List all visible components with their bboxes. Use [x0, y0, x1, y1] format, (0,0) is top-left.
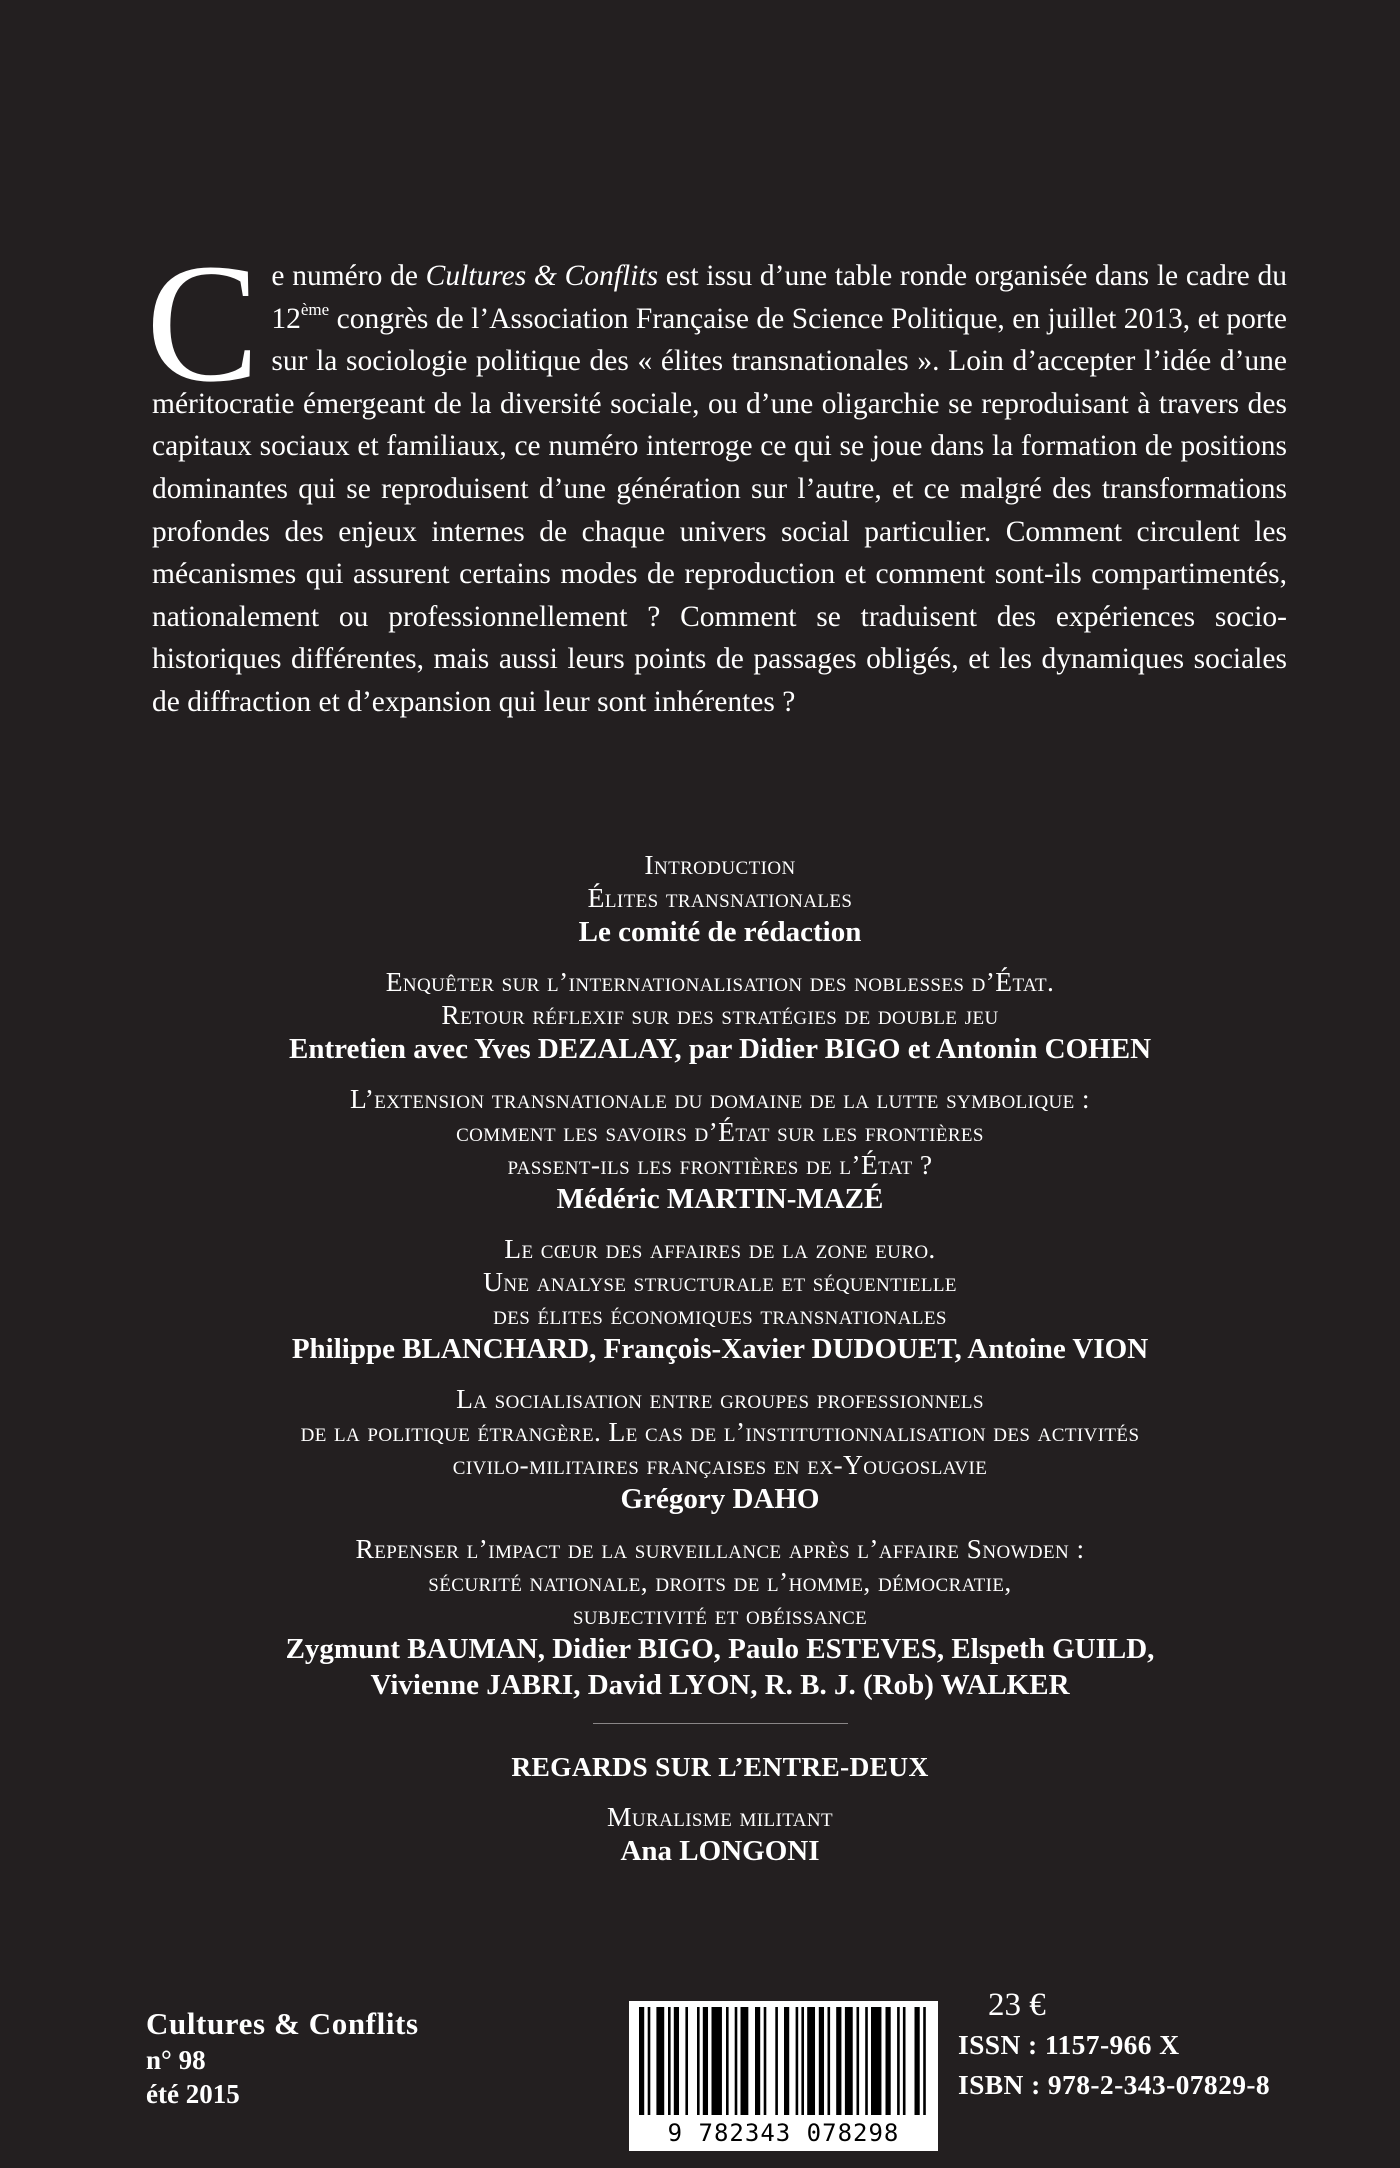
barcode-bar: [703, 2007, 708, 2115]
barcode-bar: [764, 2007, 767, 2115]
toc-line: Muralisme militant: [607, 1801, 833, 1832]
barcode-bar: [726, 2007, 729, 2115]
barcode-bar: [857, 2007, 860, 2115]
toc-author: Médéric MARTIN-MAZÉ: [556, 1183, 884, 1215]
barcode-bar: [886, 2007, 891, 2115]
barcode-bar: [775, 2007, 778, 2115]
toc-line: La socialisation entre groupes professionnels: [456, 1383, 984, 1414]
toc-line: Introduction: [644, 849, 796, 880]
barcode-bars: [629, 2001, 938, 2119]
barcode-bar: [648, 2007, 651, 2115]
barcode-bar: [755, 2007, 760, 2115]
barcode-digits: 9 782343 078298: [667, 2119, 900, 2147]
barcode-bar: [915, 2007, 920, 2115]
toc-line: comment les savoirs d’État sur les frontières: [456, 1116, 984, 1147]
journal-season: été 2015: [146, 2079, 240, 2109]
toc-line: subjectivité et obéissance: [572, 1599, 868, 1630]
section-title: REGARDS SUR L’ENTRE-DEUX: [511, 1751, 929, 1782]
barcode-bar: [865, 2007, 868, 2115]
toc-line: Le cœur des affaires de la zone euro.: [504, 1233, 936, 1264]
isbn: ISBN : 978-2-343-07829-8: [958, 2069, 1271, 2100]
barcode-bar: [836, 2007, 841, 2115]
drop-cap: C: [146, 229, 260, 417]
intro-text-2: est issu d’une table ronde organisée dans le cadre du 12: [271, 260, 1287, 335]
price-and-codes: [958, 1985, 1358, 2105]
toc-line: Retour réflexif sur des stratégies de double jeu: [441, 999, 999, 1030]
toc-line: Une analyse structurale et séquentielle: [483, 1266, 957, 1297]
journal-info: [146, 2005, 466, 2111]
toc-entry-martin-maze: [100, 1082, 1340, 1217]
toc-author: Grégory DAHO: [620, 1483, 820, 1515]
toc-line: des élites économiques transnationales: [493, 1299, 947, 1330]
barcode-bar: [674, 2007, 679, 2115]
barcode-bar: [741, 2007, 749, 2115]
price: 23 €: [988, 1987, 1046, 2023]
toc-entry-introduction: [100, 848, 1340, 950]
barcode-bar: [639, 2007, 644, 2115]
barcode: [629, 2001, 938, 2151]
toc-line: Enquêter sur l’internationalisation des noblesses d’État.: [385, 966, 1055, 997]
toc-line: passent-ils les frontières de l’État ?: [507, 1149, 933, 1180]
intro-text-3: congrès de l’Association Française de Science Politique, en juillet 2013, et porte sur la sociologie politique des « élites transnationales ». Loin d’accepter l’idée d’une méritocratie émergeant de la diversité sociale, ou d’une oligarchie se reproduisant à travers des capitaux sociaux et familiaux, ce numéro interroge ce qui se joue dans la formation de positions dominantes qui se reproduisent d’une génération sur l’autre, et ce malgré des transformations profondes des enjeux internes de chaque univers social particulier. Comment circulent les mécanismes qui assurent certains modes de reproduction et comment sont-ils compartimentés, nationalement ou professionnellement ? Comment se traduisent des expériences socio-historiques différentes, mais aussi leurs points de passages obligés, et les dynamiques sociales de diffraction et d’expansion qui leur sont inhérentes ?: [152, 302, 1287, 718]
journal-name-italic: Cultures & Conflits: [425, 260, 659, 292]
toc-line: Repenser l’impact de la surveillance après l’affaire Snowden :: [355, 1533, 1085, 1564]
toc-line: civilo-militaires françaises en ex-Yougoslavie: [452, 1449, 988, 1480]
barcode-bar: [845, 2007, 853, 2115]
divider: [593, 1723, 848, 1724]
barcode-bar: [897, 2007, 900, 2115]
barcode-bar: [735, 2007, 738, 2115]
toc-author: Le comité de rédaction: [578, 916, 862, 948]
intro-text-1: e numéro de: [271, 260, 426, 292]
issn: ISSN : 1157-966 X: [958, 2029, 1180, 2060]
barcode-bar: [796, 2007, 799, 2115]
toc-line: sécurité nationale, droits de l’homme, démocratie,: [428, 1566, 1012, 1597]
toc-author: Philippe BLANCHARD, François-Xavier DUDOUET, Antoine VION: [291, 1333, 1149, 1365]
toc-author: Zygmunt BAUMAN, Didier BIGO, Paulo ESTEVES, Elspeth GUILD,: [285, 1633, 1155, 1665]
barcode-bar: [697, 2007, 700, 2115]
barcode-bar: [712, 2007, 722, 2115]
toc-entry-daho: [100, 1382, 1340, 1517]
barcode-bar: [801, 2007, 804, 2115]
toc-line: L’extension transnationale du domaine de la lutte symbolique :: [350, 1083, 1090, 1114]
toc-entry-blanchard: [100, 1232, 1340, 1367]
barcode-bar: [784, 2007, 789, 2115]
toc-author: Entretien avec Yves DEZALAY, par Didier BIGO et Antonin COHEN: [288, 1033, 1152, 1065]
barcode-bar: [685, 2007, 688, 2115]
barcode-bar: [668, 2007, 671, 2115]
barcode-bar: [819, 2007, 824, 2115]
barcode-bar: [871, 2007, 881, 2115]
barcode-bar: [903, 2007, 906, 2115]
barcode-bar: [923, 2007, 926, 2115]
table-of-contents: [100, 848, 1340, 1884]
toc-entry-bauman: [100, 1532, 1340, 1703]
toc-author: Vivienne JABRI, David LYON, R. B. J. (Rob) WALKER: [370, 1669, 1070, 1701]
intro-paragraph: [146, 229, 1287, 724]
barcode-bar: [807, 2007, 815, 2115]
toc-line: de la politique étrangère. Le cas de l’institutionnalisation des activités: [300, 1416, 1140, 1447]
toc-line: Élites transnationales: [587, 882, 853, 913]
superscript: ème: [300, 299, 330, 319]
toc-author: Ana LONGONI: [620, 1835, 820, 1867]
toc-entry-dezalay: [100, 965, 1340, 1067]
barcode-bar: [828, 2007, 831, 2115]
toc-entry-longoni: [100, 1800, 1340, 1869]
barcode-bar: [656, 2007, 664, 2115]
journal-title: Cultures & Conflits: [146, 2006, 419, 2041]
journal-number: n° 98: [146, 2045, 206, 2075]
